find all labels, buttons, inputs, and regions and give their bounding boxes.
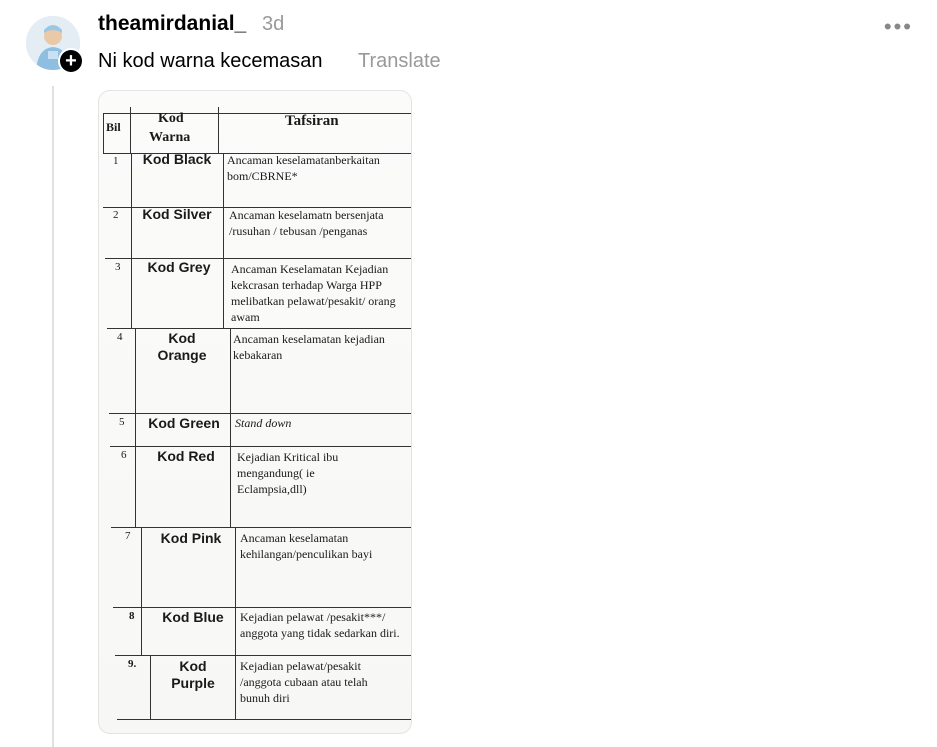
row-code: Kod Orange [157, 330, 207, 363]
row-number: 5 [119, 416, 125, 428]
row-description: Stand down [235, 416, 292, 430]
row-code: Kod Silver [142, 206, 212, 222]
row-description: Kejadian Kritical ibu mengandung( ie Eclampsia,dll) [237, 450, 339, 496]
translate-link[interactable]: Translate [358, 50, 441, 72]
post-image[interactable] [98, 90, 412, 734]
header-warna: Warna [149, 130, 191, 145]
header-kod: Kod [158, 111, 184, 126]
row-code: Kod Black [142, 151, 212, 167]
row-number: 3 [115, 261, 121, 273]
more-options-icon[interactable]: ••• [883, 14, 913, 39]
thread-line [52, 86, 54, 747]
post-text: Ni kod warna kecemasan [98, 50, 323, 72]
row-description: Ancaman keselamatanberkaitan bom/CBRNE* [227, 153, 380, 183]
row-code: Kod Red [157, 448, 215, 464]
row-number: 4 [117, 331, 123, 343]
row-code: Kod Pink [160, 530, 222, 546]
row-number: 1 [113, 155, 119, 167]
row-code: Kod Green [148, 415, 220, 431]
row-description: Ancaman keselamatan kehilangan/penculikan bayi [240, 531, 373, 561]
row-code: Kod Blue [162, 609, 224, 625]
row-description: Ancaman keselamatn bersenjata /rusuhan / tebusan /penganas [229, 208, 384, 238]
row-number: 9. [128, 658, 137, 670]
row-description: Kejadian pelawat /pesakit***/ anggota yang tidak sedarkan diri. [240, 610, 400, 640]
row-description: Ancaman keselamatan kejadian kebakaran [233, 332, 385, 362]
follow-button[interactable] [58, 48, 84, 74]
plus-icon: + [60, 50, 82, 72]
timestamp: 3d [262, 13, 285, 35]
row-number: 2 [113, 209, 119, 221]
row-number: 8 [129, 610, 135, 622]
row-description: Ancaman Keselamatan Kejadian kekcrasan terhadap Warga HPP melibatkan pelawat/pesakit/ orang awam [231, 262, 396, 324]
username[interactable]: theamirdanial_ [98, 12, 247, 35]
header-bil: Bil [106, 120, 121, 134]
row-code: Kod Purple [171, 658, 215, 691]
row-code: Kod Grey [147, 259, 211, 275]
header-tafsiran: Tafsiran [285, 113, 339, 129]
row-number: 7 [125, 530, 131, 542]
row-number: 6 [121, 449, 127, 461]
emergency-code-table [99, 91, 411, 733]
row-description: Kejadian pelawat/pesakit /anggota cubaan atau telah bunuh diri [240, 659, 368, 705]
